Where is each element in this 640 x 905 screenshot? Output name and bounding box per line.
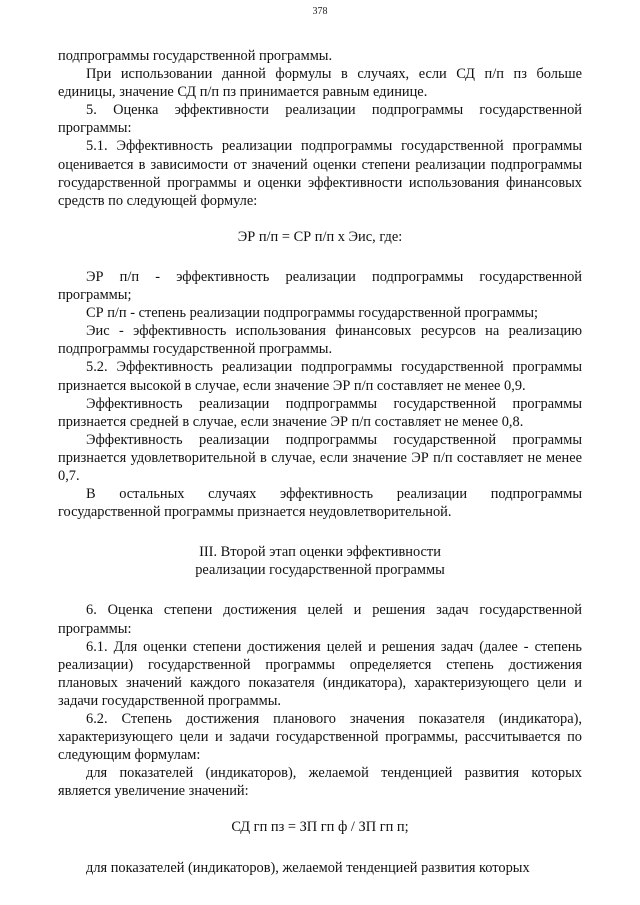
paragraph-continuation: подпрограммы государственной программы.	[58, 48, 333, 64]
paragraph-definition-er: ЭР п/п - эффективность реализации подпрограммы государственной программы;	[58, 268, 582, 304]
formula-achievement: СД гп пз = ЗП гп ф / ЗП гп п;	[231, 819, 409, 836]
paragraph-section-5-1: 5.1. Эффективность реализации подпрограммы государственной программы оценивается в зависимости от значений оценки степени реализации подпрограммы государственной программы и оценки эффективности использования финансовых средств по следующей формуле:	[58, 138, 582, 209]
page-number: 378	[312, 6, 328, 17]
spacer	[58, 210, 582, 228]
paragraph-medium-efficiency: Эффективность реализации подпрограммы государственной программы признается средней в случае, если значение ЭР п/п составляет не менее 0,8.	[58, 395, 582, 430]
paragraph-section-5: 5. Оценка эффективности реализации подпрограммы государственной программы:	[58, 102, 582, 137]
paragraph-formula-note: При использовании данной формулы в случаях, если СД п/п пз больше единицы, значение СД п/п пз принимается равным единице.	[58, 66, 582, 101]
paragraph-section-5-2: 5.2. Эффективность реализации подпрограммы государственной программы признается высокой в случае, если значение ЭР п/п составляет не менее 0,9.	[58, 359, 582, 394]
spacer	[58, 837, 582, 859]
spacer	[58, 246, 582, 268]
section-heading-line-2: реализации государственной программы	[195, 562, 445, 579]
paragraph-unsatisfactory-efficiency: В остальных случаях эффективность реализации подпрограммы государственной программы признается неудовлетворительной.	[58, 486, 582, 521]
paragraph-decrease-indicators: для показателей (индикаторов), желаемой тенденцией развития которых	[86, 859, 530, 876]
spacer	[58, 800, 582, 818]
paragraph-section-6: 6. Оценка степени достижения целей и решения задач государственной программы:	[58, 602, 582, 637]
paragraph-increase-indicators: для показателей (индикаторов), желаемой тенденцией развития которых является увеличение значений:	[58, 765, 582, 800]
paragraph-satisfactory-efficiency: Эффективность реализации подпрограммы государственной программы признается удовлетворительной в случае, если значение ЭР п/п составляет не менее 0,7.	[58, 431, 582, 484]
section-heading-line-1: III. Второй этап оценки эффективности	[199, 544, 441, 561]
paragraph-section-6-1: 6.1. Для оценки степени достижения целей и решения задач (далее - степень реализации) государственной программы определяется степень достижения плановых значений каждого показателя (индикатора), характеризующего цели и задачи государственной программы.	[58, 638, 582, 709]
spacer	[58, 521, 582, 543]
formula-efficiency: ЭР п/п = СР п/п х Эис, где:	[237, 228, 403, 245]
document-body	[58, 47, 582, 877]
paragraph-section-6-2: 6.2. Степень достижения планового значения показателя (индикатора), характеризующего цели и задачи государственной программы, рассчитывается по следующим формулам:	[58, 711, 582, 764]
paragraph-definition-eis: Эис - эффективность использования финансовых ресурсов на реализацию подпрограммы государственной программы.	[58, 323, 582, 358]
paragraph-definition-sr: СР п/п - степень реализации подпрограммы государственной программы;	[86, 305, 539, 322]
spacer	[58, 579, 582, 601]
